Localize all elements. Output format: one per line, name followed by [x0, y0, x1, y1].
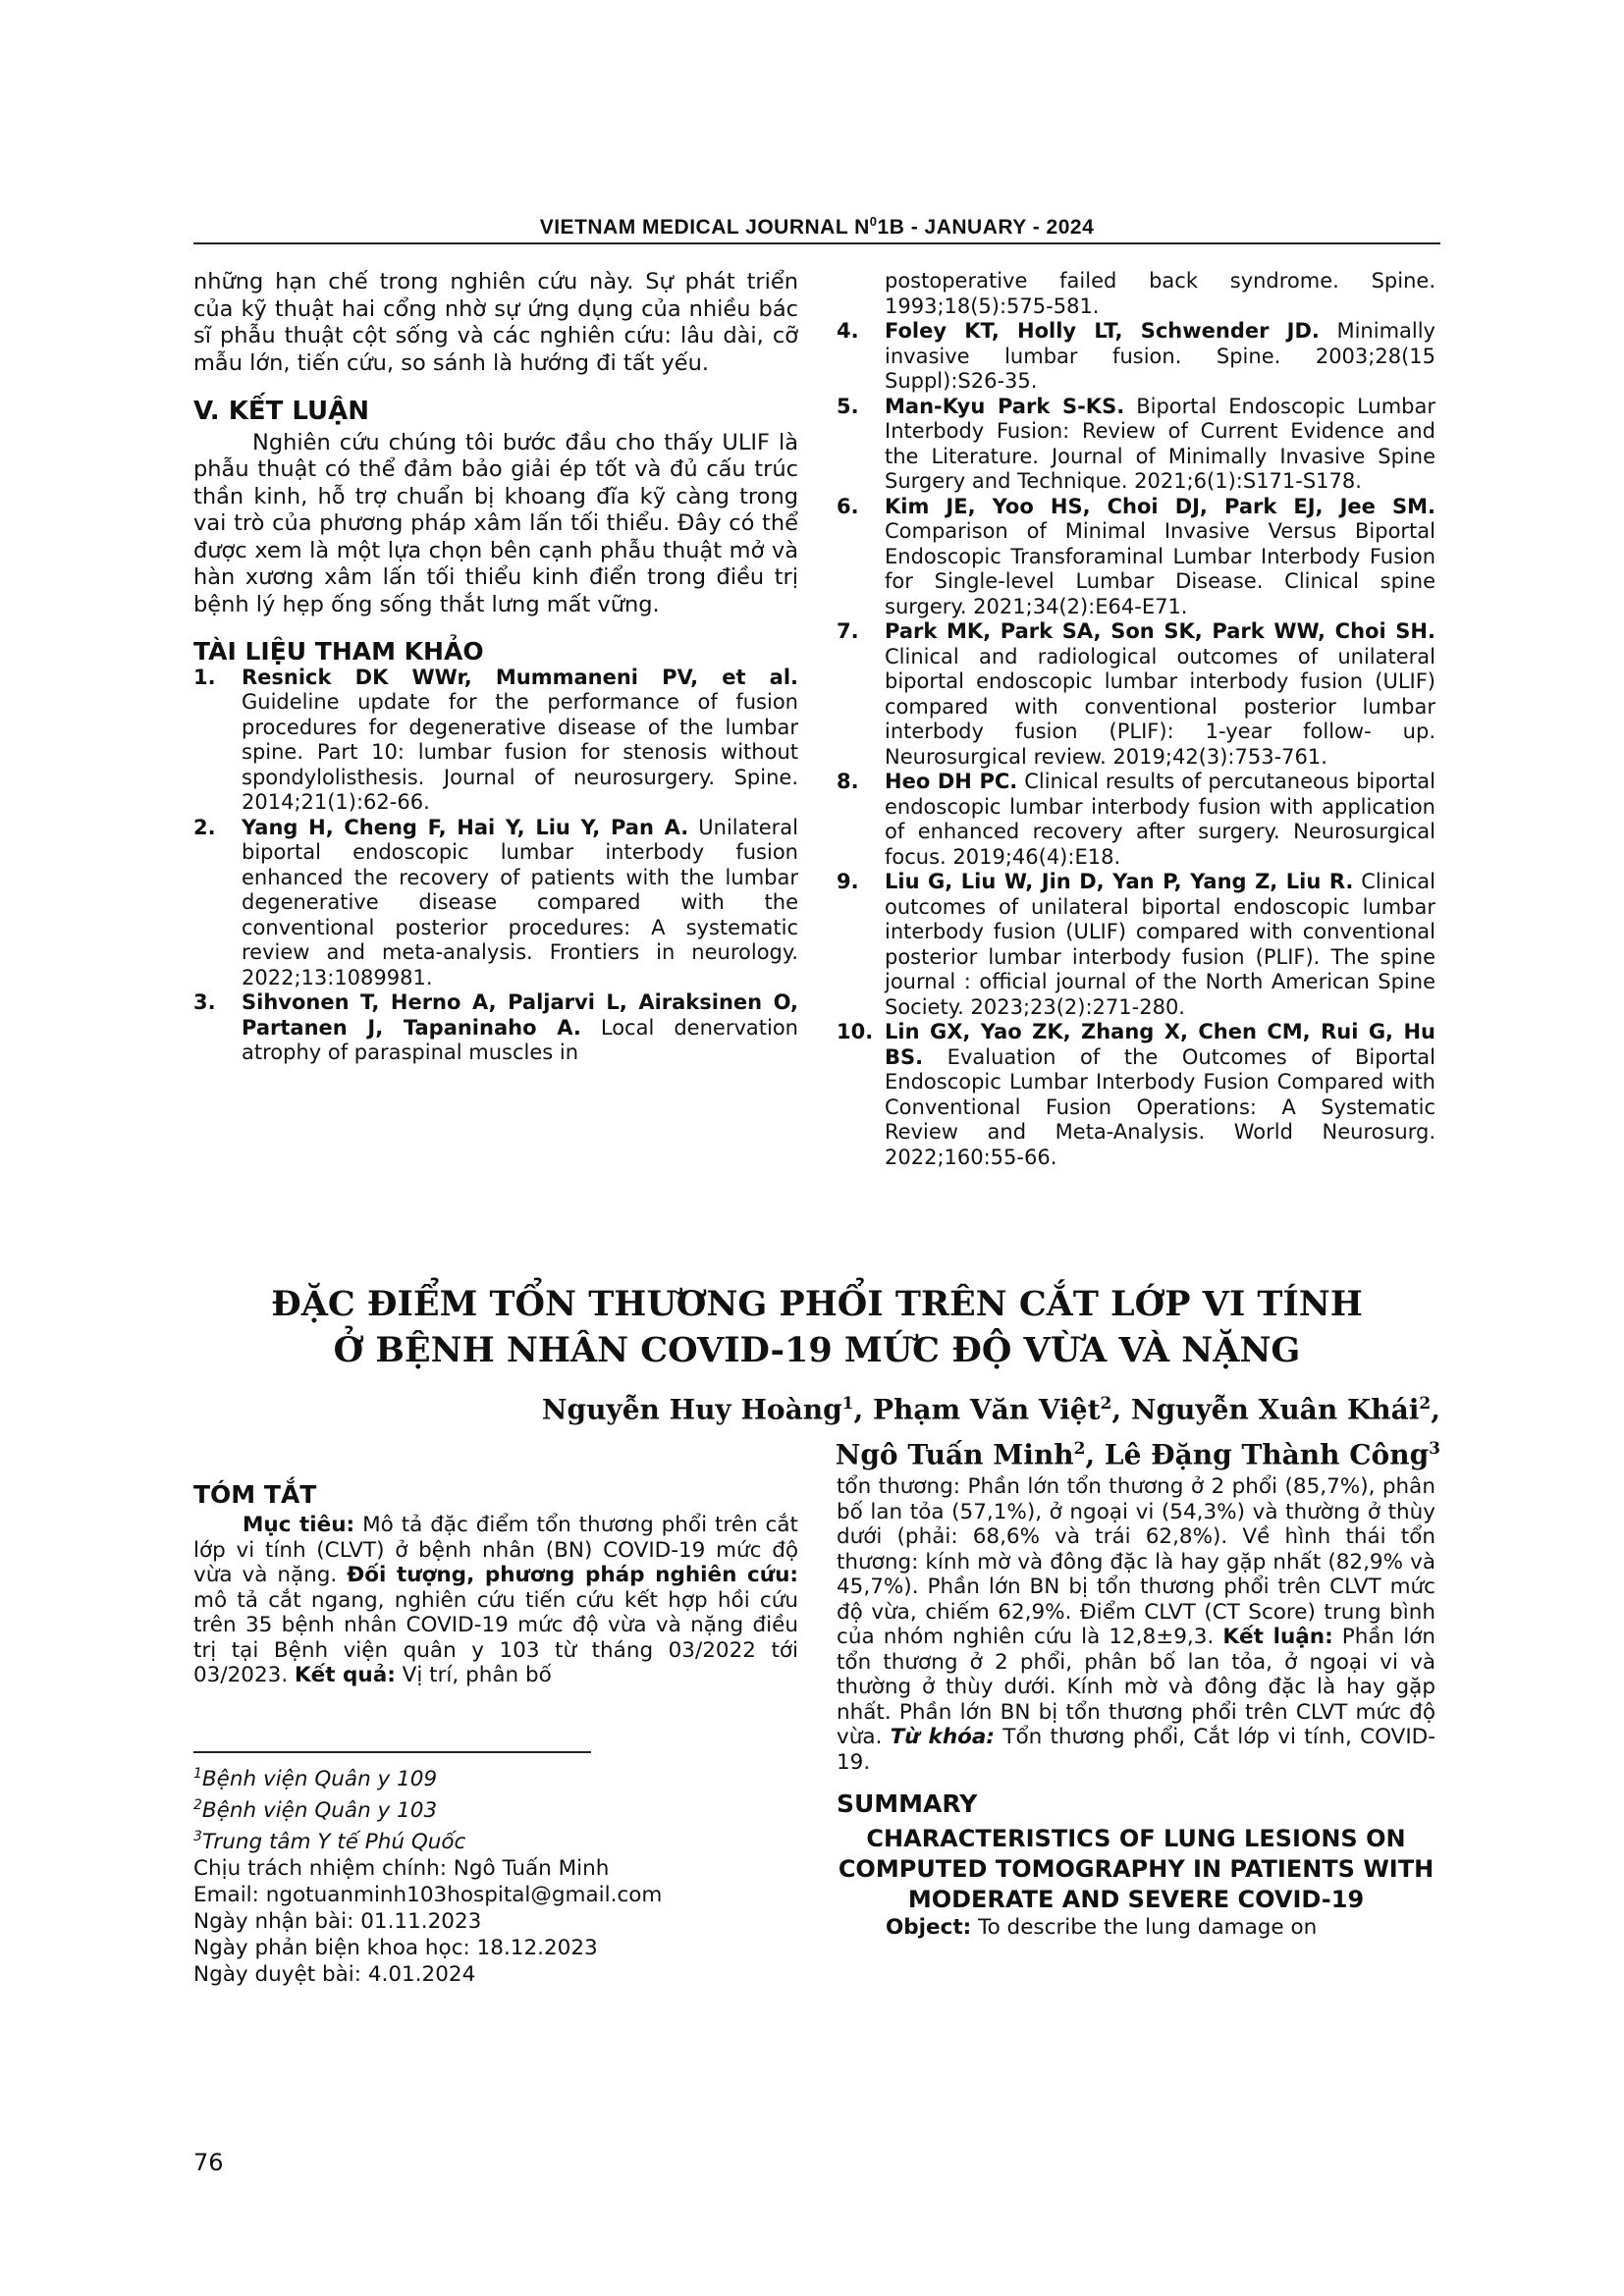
abstract-right-column [837, 1474, 1435, 1941]
accepted-date: Ngày duyệt bài: 4.01.2024 [193, 1962, 476, 1988]
conclusion-text: Nghiên cứu chúng tôi bước đầu cho thấy ULIF là phẫu thuật có thể đảm bảo giải ép tốt và đủ cấu trúc thần kinh, hỗ trợ chuẩn bị khoang đĩa kỹ càng trong vai trò của phương pháp xâm lấn tối thiểu. Đây có thể được xem là một lựa chọn bên cạnh phẫu thuật mở và hàn xương xâm lấn tối thiểu kinh điển trong điều trị bệnh lý hẹp ống sống thắt lưng mất vững. [193, 429, 798, 617]
intro-paragraph: những hạn chế trong nghiên cứu này. Sự phát triển của kỹ thuật hai cổng nhờ sự ứng dụng của nhiều bác sĩ phẫu thuật cột sống và các nghiên cứu: lâu dài, cỡ mẫu lớn, tiến cứu, so sánh là hướng đi tất yếu. [193, 269, 798, 376]
footnotes [193, 1761, 743, 1988]
abstract-text-continued: tổn thương: Phần lớn tổn thương ở 2 phổi (85,7%), phân bố lan tỏa (57,1%), ở ngoại vi (54,3%) và thường ở thùy dưới (phải: 68,6% và trái 62,8%). Về hình thái tổn thương: kính mờ và đông đặc là hay gặp nhất (82,9% và 45,7%). Phần lớn BN bị tổn thương phổi trên CLVT mức độ vừa, chiếm 62,9%. Điểm CLVT (CT Score) trung bình của nhóm nghiên cứu là 12,8±9,3. Kết luận: Phần lớn tổn thương ở 2 phổi, phân bố lan tỏa, ở ngoại vi và thường ở thùy dưới. Kính mờ và đông đặc là hay gặp nhất. Phần lớn BN bị tổn thương phổi trên CLVT mức độ vừa. Từ khóa: Tổn thương phổi, Cắt lớp vi tính, COVID-19. [837, 1474, 1435, 1775]
article-authors [459, 1384, 1440, 1475]
references-heading: TÀI LIỆU THAM KHẢO [193, 637, 484, 666]
references-list-right [837, 269, 1435, 1170]
authors-line: Nguyễn Huy Hoàng$^1$, Phạm Văn Việt$^2$, Nguyễn Xuân Khái$^2$, [541, 1393, 1440, 1426]
conclusion-heading: V. KẾT LUẬN [193, 397, 370, 426]
reference-item: 3. Sihvonen T, Herno A, Paljarvi L, Airaksinen O, Partanen J, Tapaninaho A. Local denervation atrophy of paraspinal muscles in [193, 990, 798, 1064]
affiliation: $^2$Bệnh viện Quân y 103 [193, 1797, 438, 1824]
reference-item: 8. Heo DH PC. Clinical results of percutaneous biportal endoscopic lumbar interbody fusion with application of enhanced recovery after surgery. Neurosurgical focus. 2019;46(4):E18. [837, 770, 1435, 869]
summary-heading: SUMMARY [837, 1789, 978, 1818]
summary-title: CHARACTERISTICS OF LUNG LESIONS ON COMPUTED TOMOGRAPHY IN PATIENTS WITH MODERATE AND SEVERE COVID-19 [838, 1825, 1435, 1913]
reference-item: 9. Liu G, Liu W, Jin D, Yan P, Yang Z, Liu R. Clinical outcomes of unilateral biportal endoscopic lumbar interbody fusion (ULIF) compared with conventional posterior lumbar interbody fusion (PLIF). The spine journal : official journal of the North American Spine Society. 2023;23(2):271-280. [837, 870, 1435, 1019]
page-number: 76 [193, 2149, 224, 2176]
affiliation: $^3$Trung tâm Y tế Phú Quốc [193, 1829, 466, 1855]
reference-item: 4. Foley KT, Holly LT, Schwender JD. Minimally invasive lumbar fusion. Spine. 2003;28(15 Suppl):S26-35. [837, 319, 1435, 393]
reference-continuation: postoperative failed back syndrome. Spine. 1993;18(5):575-581. [885, 269, 1435, 318]
header-rule [193, 242, 1440, 244]
email: Email: ngotuanminh103hospital@gmail.com [193, 1883, 663, 1908]
reference-item: 7. Park MK, Park SA, Son SK, Park WW, Choi SH. Clinical and radiological outcomes of unilateral biportal endoscopic lumbar interbody fusion (ULIF) compared with conventional posterior lumbar interbody fusion (PLIF): 1-year follow- up. Neurosurgical review. 2019;42(3):753-761. [837, 619, 1435, 769]
abstract-text: Mục tiêu: Mô tả đặc điểm tổn thương phổi trên cắt lớp vi tính (CLVT) ở bệnh nhân (BN) COVID-19 mức độ vừa và nặng. Đối tượng, phương pháp nghiên cứu: mô tả cắt ngang, nghiên cứu tiến cứu kết hợp hồi cứu trên 35 bệnh nhân COVID-19 mức độ vừa và nặng điều trị tại Bệnh viện quân y 103 từ tháng 03/2022 tới 03/2023. Kết quả: Vị trí, phân bố [193, 1513, 799, 1687]
affiliation: $^1$Bệnh viện Quân y 109 [193, 1766, 438, 1792]
abstract-left-column [193, 1479, 798, 1688]
reference-item: 6. Kim JE, Yoo HS, Choi DJ, Park EJ, Jee SM. Comparison of Minimal Invasive Versus Biportal Endoscopic Transforaminal Lumbar Interbody Fusion for Single-level Lumbar Disease. Clinical spine surgery. 2021;34(2):E64-E71. [837, 494, 1435, 618]
authors-line: Ngô Tuấn Minh$^2$, Lê Đặng Thành Công$^3$ [835, 1438, 1440, 1471]
reference-item: 10. Lin GX, Yao ZK, Zhang X, Chen CM, Rui G, Hu BS. Evaluation of the Outcomes of Biportal Endoscopic Lumbar Interbody Fusion Compared with Conventional Fusion Operations: A Systematic Review and Meta-Analysis. World Neurosurg. 2022;160:55-66. [837, 1020, 1435, 1169]
reviewed-date: Ngày phản biện khoa học: 18.12.2023 [193, 1936, 598, 1961]
reference-item: 2. Yang H, Cheng F, Hai Y, Liu Y, Pan A. Unilateral biportal endoscopic lumbar interbody fusion enhanced the recovery of patients with the lumbar degenerative disease compared with the conventional posterior procedures: A systematic review and meta-analysis. Frontiers in neurology. 2022;13:1089981. [193, 815, 799, 989]
references-list-left [193, 666, 798, 1066]
footnote-rule [193, 1751, 591, 1753]
article-title-line: ĐẶC ĐIỂM TỔN THƯƠNG PHỔI TRÊN CẮT LỚP VI TÍNH [271, 1284, 1363, 1324]
running-header: VIETNAM MEDICAL JOURNAL $N^01B$ - JANUARY - 2024 [539, 214, 1095, 239]
article-title [193, 1281, 1440, 1373]
summary-text: Object: To describe the lung damage on [886, 1915, 1318, 1940]
article-title-line: Ở BỆNH NHÂN COVID-19 MỨC ĐỘ VỪA VÀ NẶNG [333, 1330, 1301, 1370]
reference-item: 5. Man-Kyu Park S-KS. Biportal Endoscopic Lumbar Interbody Fusion: Review of Current Evidence and the Literature. Journal of Minimally Invasive Spine Surgery and Technique. 2021;6(1):S171-S178. [837, 394, 1436, 493]
received-date: Ngày nhận bài: 01.11.2023 [193, 1909, 482, 1935]
corresponding-author: Chịu trách nhiệm chính: Ngô Tuấn Minh [193, 1856, 610, 1882]
top-right-column [837, 269, 1435, 1170]
reference-item: 1. Resnick DK WWr, Mummaneni PV, et al. Guideline update for the performance of fusion procedures for degenerative disease of the lumbar spine. Part 10: lumbar fusion for stenosis without spondylolisthesis. Journal of neurosurgery. Spine. 2014;21(1):62-66. [193, 665, 798, 814]
abstract-heading: TÓM TẮT [193, 1480, 317, 1509]
top-left-column [193, 269, 798, 1066]
